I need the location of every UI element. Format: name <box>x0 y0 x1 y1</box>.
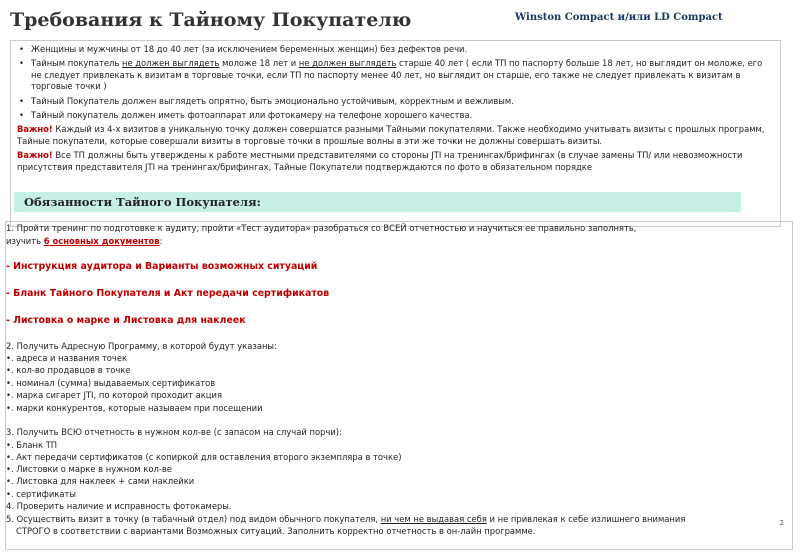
duty-visit: 5. Осуществить визит в точку (в табачный отдел) под видом обычного покупателя, ни чем не выдавая себя и не привлекая к себе излишнего внимания <box>6 514 686 524</box>
requirement-camera: • Тайный покупатель должен иметь фотоаппарат или фотокамеру на телефоне хорошего качества. <box>17 110 774 121</box>
list-item: •. Листовки о марке в нужном кол-ве <box>6 464 172 474</box>
duty-study-docs: изучить 6 основных документов: <box>6 236 163 246</box>
list-item: •. кол-во продавцов в точке <box>6 365 131 375</box>
doc-leaflet: - Листовка о марке и Листовка для наклеек <box>6 315 246 326</box>
requirements-list <box>17 44 774 121</box>
important-label: Важно! <box>17 124 53 135</box>
doc-instruction: - Инструкция аудитора и Варианты возможных ситуаций <box>6 261 318 272</box>
list-item: •. адреса и названия точек <box>6 353 128 363</box>
duty-reporting: 3. Получить ВСЮ отчетность в нужном кол-ве (с запасом на случай порчи): <box>6 427 342 437</box>
duty-address-program: 2. Получить Адресную Программу, в которой будут указаны: <box>6 341 277 351</box>
list-item: •. Бланк ТП <box>6 440 58 450</box>
important-label: Важно! <box>17 150 53 161</box>
requirement-age: • Женщины и мужчины от 18 до 40 лет (за исключением беременных женщин) без дефектов речи. <box>17 44 774 55</box>
brand-label: Winston Compact и/или LD Compact <box>515 12 723 23</box>
list-item: •. марка сигарет JTI, по которой проходит акция <box>6 390 222 400</box>
important-note-visits: Важно! Каждый из 4-х визитов в уникальную точку должен совершатся разными Тайными покупателями. Также необходимо учитывать визиты с прошлых программ, Тайные покупатели, которые совершали визиты в торговые точки в прошлые волны в эти же точки не должны совершать визиты. <box>17 124 765 146</box>
requirement-appearance-age: • Тайным покупатель не должен выглядеть моложе 18 лет и не должен выглядеть старше 40 лет ( если ТП по паспорту больше 18 лет, но выглядит он моложе, его не следует привлекать к визитам в торговые точки, если ТП по паспорту менее 40 лет, но выглядит он старше, его также не следует привлекать к визитам в торговые точки ) <box>17 58 774 92</box>
docs-link: 6 основных документов <box>43 236 160 246</box>
duties-heading: Обязанности Тайного Покупателя: <box>14 192 741 212</box>
requirement-behavior: • Тайный Покупатель должен выглядеть опрятно, быть эмоционально устойчивым, корректным и вежливым. <box>17 96 774 107</box>
list-item: •. сертификаты <box>6 489 76 499</box>
duty-visit-cont: СТРОГО в соответствии с вариантами Возможных ситуаций. Заполнить корректно отчетность в он-лайн программе. <box>16 526 536 536</box>
duty-camera-check: 4. Проверить наличие и исправность фотокамеры. <box>6 501 232 511</box>
important-note-approval: Важно! Все ТП должны быть утверждены к работе местными представителями со стороны JTI на тренингах/брифингах (в случае замены ТП/ или невозможности присутствия представителя JTI на тренингах/брифингах, Тайные Покупатели подтверждаются по фото в обязательном порядке <box>17 150 743 172</box>
page-number: 2 <box>779 519 784 527</box>
duties-box <box>5 221 793 550</box>
page-title: Требования к Тайному Покупателю <box>10 9 412 31</box>
list-item: •. Листовка для наклеек + сами наклейки <box>6 476 195 486</box>
list-item: •. Акт передачи сертификатов (с копиркой для оставления второго экземпляра в точке) <box>6 452 402 462</box>
doc-blank: - Бланк Тайного Покупателя и Акт передачи сертификатов <box>6 288 330 299</box>
list-item: •. номинал (сумма) выдаваемых сертификатов <box>6 378 216 388</box>
list-item: •. марки конкурентов, которые называем при посещении <box>6 403 263 413</box>
duty-training: 1. Пройти тренинг по подготовке к аудиту, пройти «Тест аудитора» разобраться со ВСЕЙ отчетностью и научиться ее правильно заполнять, <box>6 223 637 233</box>
